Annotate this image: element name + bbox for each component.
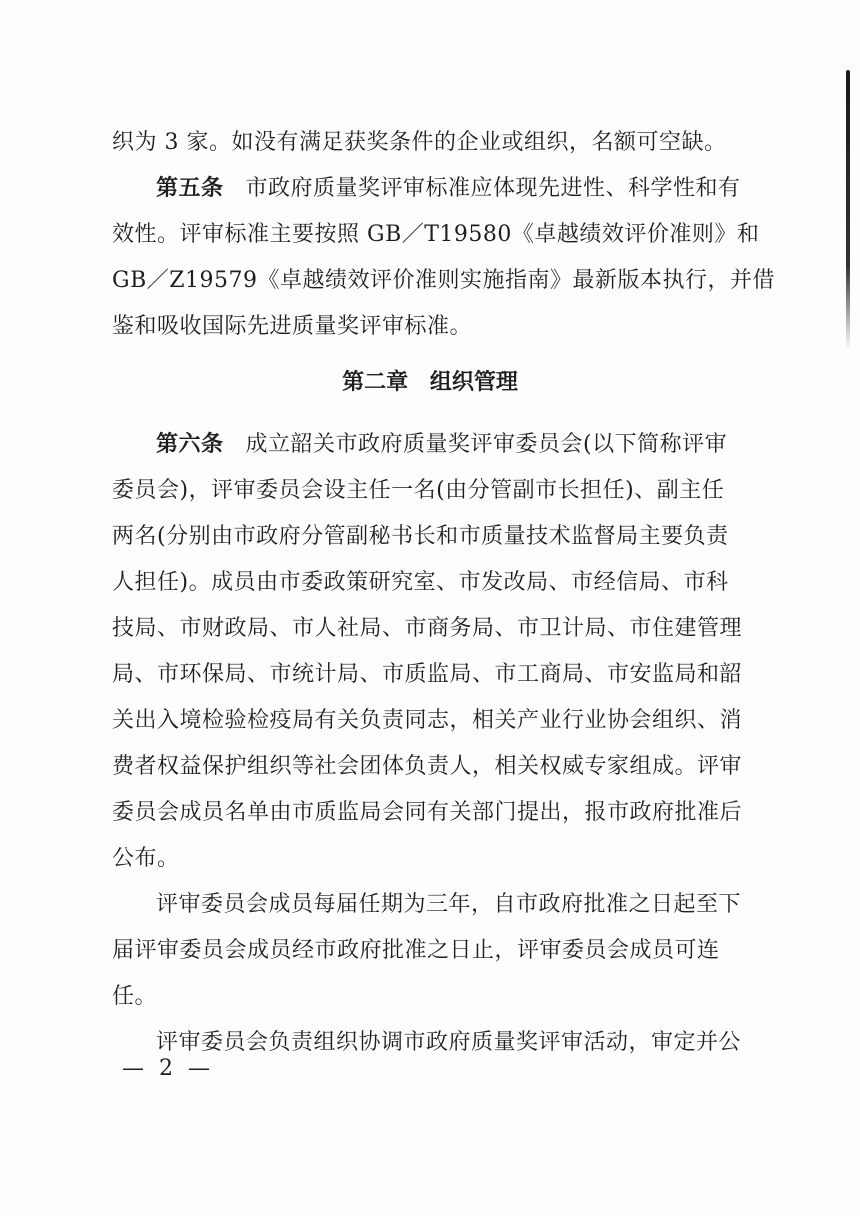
body-line: 任。 [112,984,158,1009]
article-6-first-line [156,430,727,460]
body-line: 人担任)。成员由市委政策研究室、市发改局、市经信局、市科 [112,570,729,595]
body-line: 技局、市财政局、市人社局、市商务局、市卫计局、市住建管理 [112,616,743,641]
body-line: 评审委员会成员每届任期为三年，自市政府批准之日起至下 [156,892,742,917]
body-line: GB／Z19579《卓越绩效评价准则实施指南》最新版本执行，并借 [112,268,776,293]
article-5-first-line [156,174,741,204]
article-5-text: 市政府质量奖评审标准应体现先进性、科学性和有 [245,176,741,201]
article-5-label: 第五条 [156,176,224,201]
scan-edge-mark [846,70,850,350]
body-line: 关出入境检验检疫局有关负责同志，相关产业行业协会组织、消 [112,708,743,733]
body-line: 委员会成员名单由市质监局会同有关部门提出，报市政府批准后 [112,800,743,825]
body-line: 织为 3 家。如没有满足获奖条件的企业或组织，名额可空缺。 [112,130,727,155]
body-line: 届评审委员会成员经市政府批准之日止，评审委员会成员可连 [112,938,720,963]
article-6-label: 第六条 [156,432,224,457]
page-number: — 2 — [122,1056,214,1081]
article-6-text: 成立韶关市政府质量奖评审委员会(以下简称评审 [245,432,728,457]
body-line: 委员会)，评审委员会设主任一名(由分管副市长担任)、副主任 [112,478,725,503]
chapter-heading: 第二章 组织管理 [342,370,518,395]
body-line: 费者权益保护组织等社会团体负责人，相关权威专家组成。评审 [112,754,743,779]
body-line: 公布。 [112,846,180,871]
body-line: 评审委员会负责组织协调市政府质量奖评审活动，审定并公 [156,1030,742,1055]
body-line: 鉴和吸收国际先进质量奖评审标准。 [112,314,473,339]
body-line: 两名(分别由市政府分管副秘书长和市质量技术监督局主要负责 [112,524,729,549]
body-line: 局、市环保局、市统计局、市质监局、市工商局、市安监局和韶 [112,662,743,687]
body-line: 效性。评审标准主要按照 GB／T19580《卓越绩效评价准则》和 [112,222,760,247]
